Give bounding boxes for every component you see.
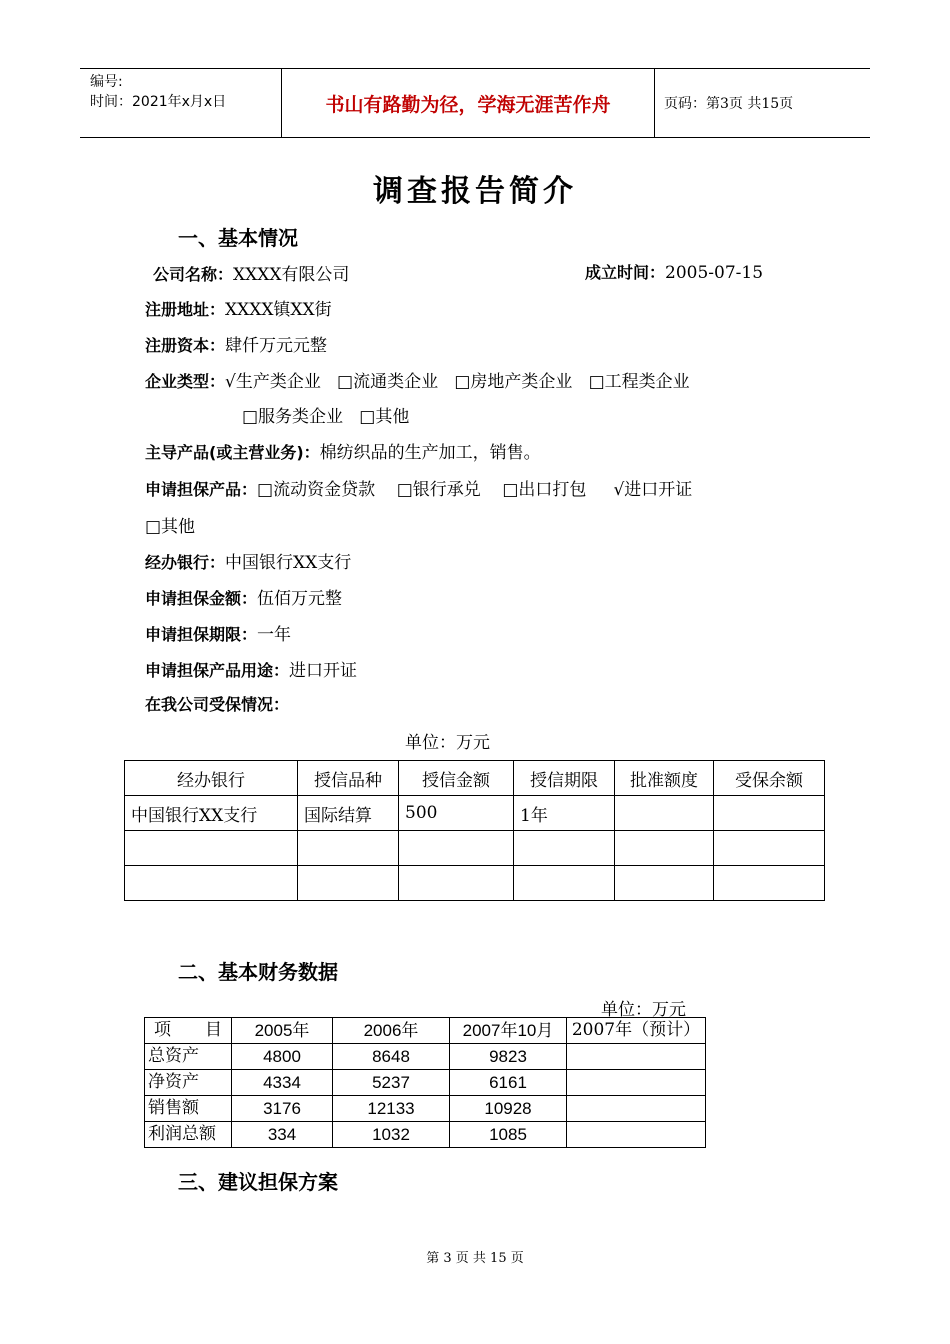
capital-line	[145, 331, 327, 356]
table-cell: 10928	[450, 1096, 567, 1122]
credit-table	[124, 760, 825, 901]
enterprise-type-options: √生产类企业 □流通类企业 □房地产类企业 □工程类企业	[225, 372, 690, 392]
table-cell	[567, 1070, 706, 1096]
page-footer: 第 3 页 共 15 页	[426, 1251, 524, 1266]
guarantee-product-options: □流动资金贷款 □银行承兑 □出口打包 √进口开证	[257, 480, 693, 500]
table-cell	[514, 866, 615, 901]
header-meta	[80, 69, 282, 137]
address-line	[145, 295, 332, 320]
period-value: 一年	[257, 625, 292, 645]
company-name-label: 公司名称：	[153, 265, 234, 284]
table-cell: 6161	[450, 1070, 567, 1096]
table-row	[145, 1070, 706, 1096]
table-cell	[567, 1122, 706, 1148]
table-row	[125, 831, 825, 866]
table-cell: 12133	[333, 1096, 450, 1122]
capital-label: 注册资本：	[145, 336, 226, 355]
main-product-label: 主导产品(或主营业务)：	[145, 443, 320, 462]
main-product-line	[145, 438, 541, 463]
table-cell	[615, 866, 714, 901]
established-value: 2005-07-15	[665, 263, 764, 283]
unit-label-2: 单位：万元	[601, 1000, 686, 1020]
table-row	[125, 866, 825, 901]
table-cell	[298, 831, 399, 866]
table-cell: 334	[232, 1122, 333, 1148]
header-time: 时间：2021年x月x日	[90, 94, 227, 110]
company-name-line	[153, 260, 349, 285]
table-cell	[125, 831, 298, 866]
document-title: 调查报告简介	[373, 174, 577, 209]
guarantee-status-label: 在我公司受保情况：	[145, 695, 290, 714]
header-motto: 书山有路勤为径，学海无涯苦作舟	[282, 69, 655, 137]
table-cell: 利润总额	[145, 1122, 232, 1148]
enterprise-type-label: 企业类型：	[145, 372, 226, 391]
amount-value: 伍佰万元整	[257, 589, 343, 609]
company-name-value: XXXX有限公司	[233, 265, 350, 285]
col-2007-forecast: 2007年（预计）	[567, 1018, 706, 1044]
enterprise-type-line	[145, 367, 690, 392]
table-cell: 500	[399, 796, 514, 831]
page-header	[80, 68, 870, 138]
table-row	[145, 1044, 706, 1070]
bank-value: 中国银行XX支行	[225, 553, 352, 573]
table-cell: 1085	[450, 1122, 567, 1148]
unit-label-1: 单位：万元	[405, 733, 490, 753]
table-cell: 国际结算	[298, 796, 399, 831]
col-bank: 经办银行	[125, 761, 298, 796]
table-cell	[399, 831, 514, 866]
table-header-row	[145, 1018, 706, 1044]
table-cell	[615, 831, 714, 866]
header-number: 编号:	[90, 74, 123, 90]
table-cell: 3176	[232, 1096, 333, 1122]
table-cell: 1032	[333, 1122, 450, 1148]
section2-heading: 二、基本财务数据	[178, 960, 338, 984]
table-row	[125, 796, 825, 831]
col-2007-oct: 2007年10月	[450, 1018, 567, 1044]
table-cell	[125, 866, 298, 901]
table-cell	[714, 796, 825, 831]
table-cell: 1年	[514, 796, 615, 831]
col-2006: 2006年	[333, 1018, 450, 1044]
table-cell: 9823	[450, 1044, 567, 1070]
col-2005: 2005年	[232, 1018, 333, 1044]
usage-label: 申请担保产品用途：	[145, 661, 290, 680]
section3-heading: 三、建议担保方案	[178, 1170, 338, 1194]
table-cell	[514, 831, 615, 866]
bank-label: 经办银行：	[145, 553, 226, 572]
col-item: 项 目	[145, 1018, 232, 1044]
enterprise-type-options-row2: □服务类企业 □其他	[242, 407, 410, 427]
established-label: 成立时间：	[585, 263, 666, 282]
guarantee-product-line	[145, 475, 692, 500]
table-cell	[567, 1096, 706, 1122]
table-cell	[298, 866, 399, 901]
table-cell: 5237	[333, 1070, 450, 1096]
col-credit-type: 授信品种	[298, 761, 399, 796]
financial-table	[144, 1017, 706, 1148]
col-guarantee-balance: 受保余额	[714, 761, 825, 796]
address-value: XXXX镇XX街	[225, 300, 332, 320]
table-cell: 8648	[333, 1044, 450, 1070]
section1-heading: 一、基本情况	[178, 226, 298, 250]
capital-value: 肆仟万元元整	[225, 336, 328, 356]
header-page-info: 页码：第3页 共15页	[664, 96, 794, 112]
bank-line	[145, 548, 351, 573]
period-line	[145, 620, 291, 645]
guarantee-status-line	[145, 692, 289, 715]
guarantee-product-label: 申请担保产品：	[145, 480, 258, 499]
guarantee-product-options-row2: □其他	[145, 517, 196, 537]
table-cell: 净资产	[145, 1070, 232, 1096]
table-cell: 销售额	[145, 1096, 232, 1122]
amount-line	[145, 584, 342, 609]
amount-label: 申请担保金额：	[145, 589, 258, 608]
table-cell: 4800	[232, 1044, 333, 1070]
col-credit-period: 授信期限	[514, 761, 615, 796]
table-cell	[615, 796, 714, 831]
table-cell	[567, 1044, 706, 1070]
address-label: 注册地址：	[145, 300, 226, 319]
table-cell: 中国银行XX支行	[125, 796, 298, 831]
table-row	[145, 1096, 706, 1122]
period-label: 申请担保期限：	[145, 625, 258, 644]
usage-line	[145, 656, 357, 681]
usage-value: 进口开证	[289, 661, 358, 681]
table-header-row	[125, 761, 825, 796]
main-product-value: 棉纺织品的生产加工，销售。	[319, 443, 541, 463]
col-approved-limit: 批准额度	[615, 761, 714, 796]
table-row	[145, 1122, 706, 1148]
table-cell	[399, 866, 514, 901]
table-cell	[714, 866, 825, 901]
established-line	[585, 260, 763, 283]
table-cell: 4334	[232, 1070, 333, 1096]
table-cell: 总资产	[145, 1044, 232, 1070]
table-cell	[714, 831, 825, 866]
col-credit-amount: 授信金额	[399, 761, 514, 796]
